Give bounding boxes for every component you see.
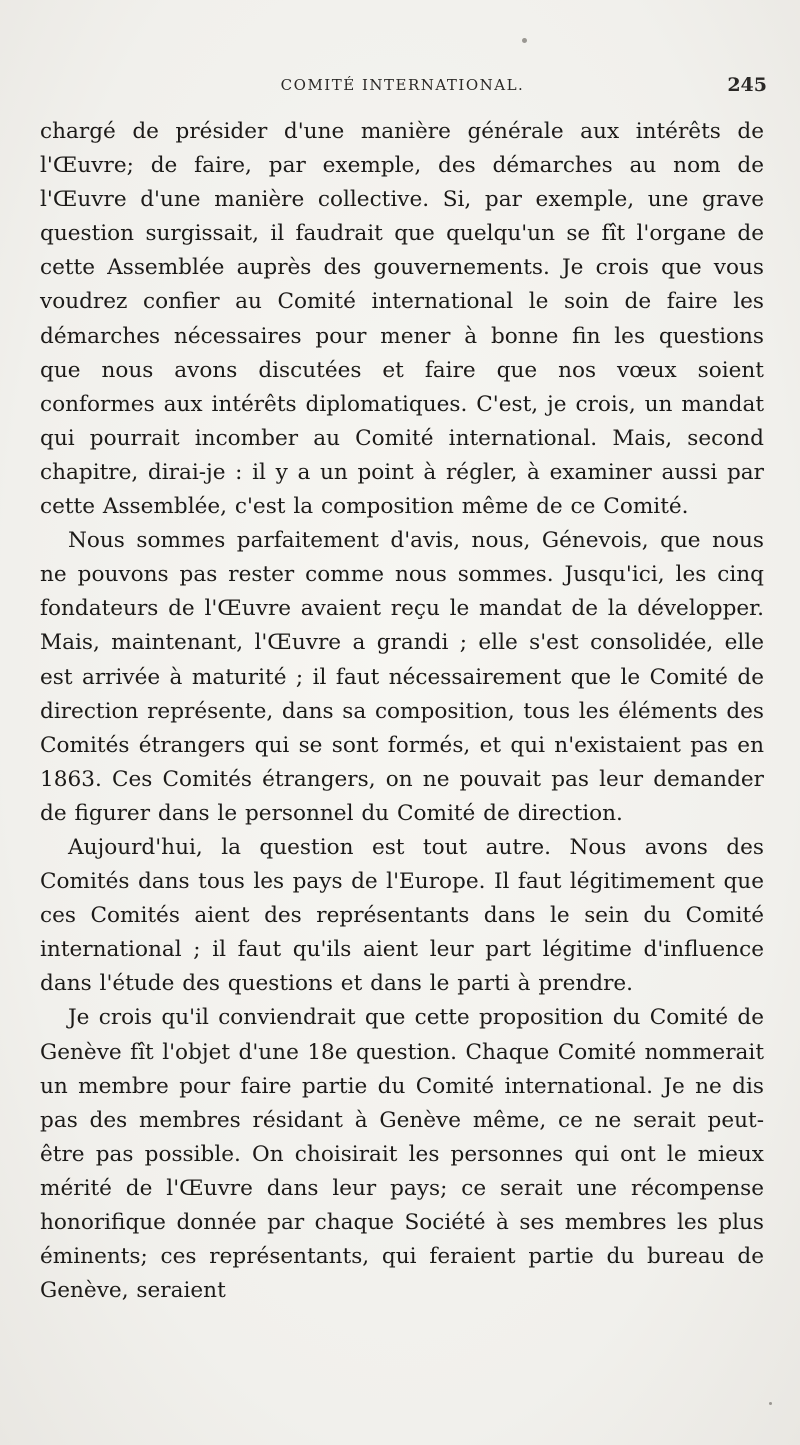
- paragraph: Nous sommes parfaitement d'avis, nous, Génevois, que nous ne pouvons pas rester comme nous sommes. Jusqu'ici, les cinq fondateurs de l'Œuvre avaient reçu le mandat de la développer. Mais, maintenant, l'Œuvre a grandi ; elle s'est consolidée, elle est arrivée à maturité ; il faut nécessairement que le Comité de direction représente, dans sa composition, tous les éléments des Comités étrangers qui se sont formés, et qui n'existaient pas en 1863. Ces Comités étrangers, on ne pouvait pas leur demander de figurer dans le personnel du Comité de direction.: [40, 528, 764, 826]
- paragraph: chargé de présider d'une manière générale aux intérêts de l'Œuvre; de faire, par exemple, des démarches au nom de l'Œuvre d'une manière collective. Si, par exemple, une grave question surgissait, il faudrait que quelqu'un se fît l'organe de cette Assemblée auprès des gouvernements. Je crois que vous voudrez confier au Comité international le soin de faire les démarches nécessaires pour mener à bonne fin les questions que nous avons discutées et faire que nos vœux soient conformes aux intérêts diplomatiques. C'est, je crois, un mandat qui pourrait incomber au Comité international. Mais, second chapitre, dirai-je : il y a un point à régler, à examiner aussi par cette Assemblée, c'est la composition même de ce Comité.: [40, 119, 764, 520]
- body-text: [40, 115, 764, 1308]
- paragraph: Je crois qu'il conviendrait que cette proposition du Comité de Genève fît l'objet d'une 18e question. Chaque Comité nommerait un membre pour faire partie du Comité international. Je ne dis pas des membres résidant à Genève même, ce ne serait peut-être pas possible. On choisirait les personnes qui ont le mieux mérité de l'Œuvre dans leur pays; ce serait une récompense honorifique donnée par chaque Société à ses membres les plus éminents; ces représentants, qui feraient partie du bureau de Genève, seraient: [40, 1005, 764, 1304]
- running-head: COMITÉ INTERNATIONAL.: [280, 76, 525, 94]
- paper-speck: [522, 38, 527, 43]
- page-number: 245: [727, 74, 767, 96]
- page-header: [40, 76, 765, 100]
- paragraph: Aujourd'hui, la question est tout autre. Nous avons des Comités dans tous les pays de l'Europe. Il faut légitimement que ces Comités aient des représentants dans le sein du Comité international ; il faut qu'ils aient leur part légitime d'influence dans l'étude des questions et dans le parti à prendre.: [40, 834, 764, 997]
- paper-speck: [769, 1402, 772, 1405]
